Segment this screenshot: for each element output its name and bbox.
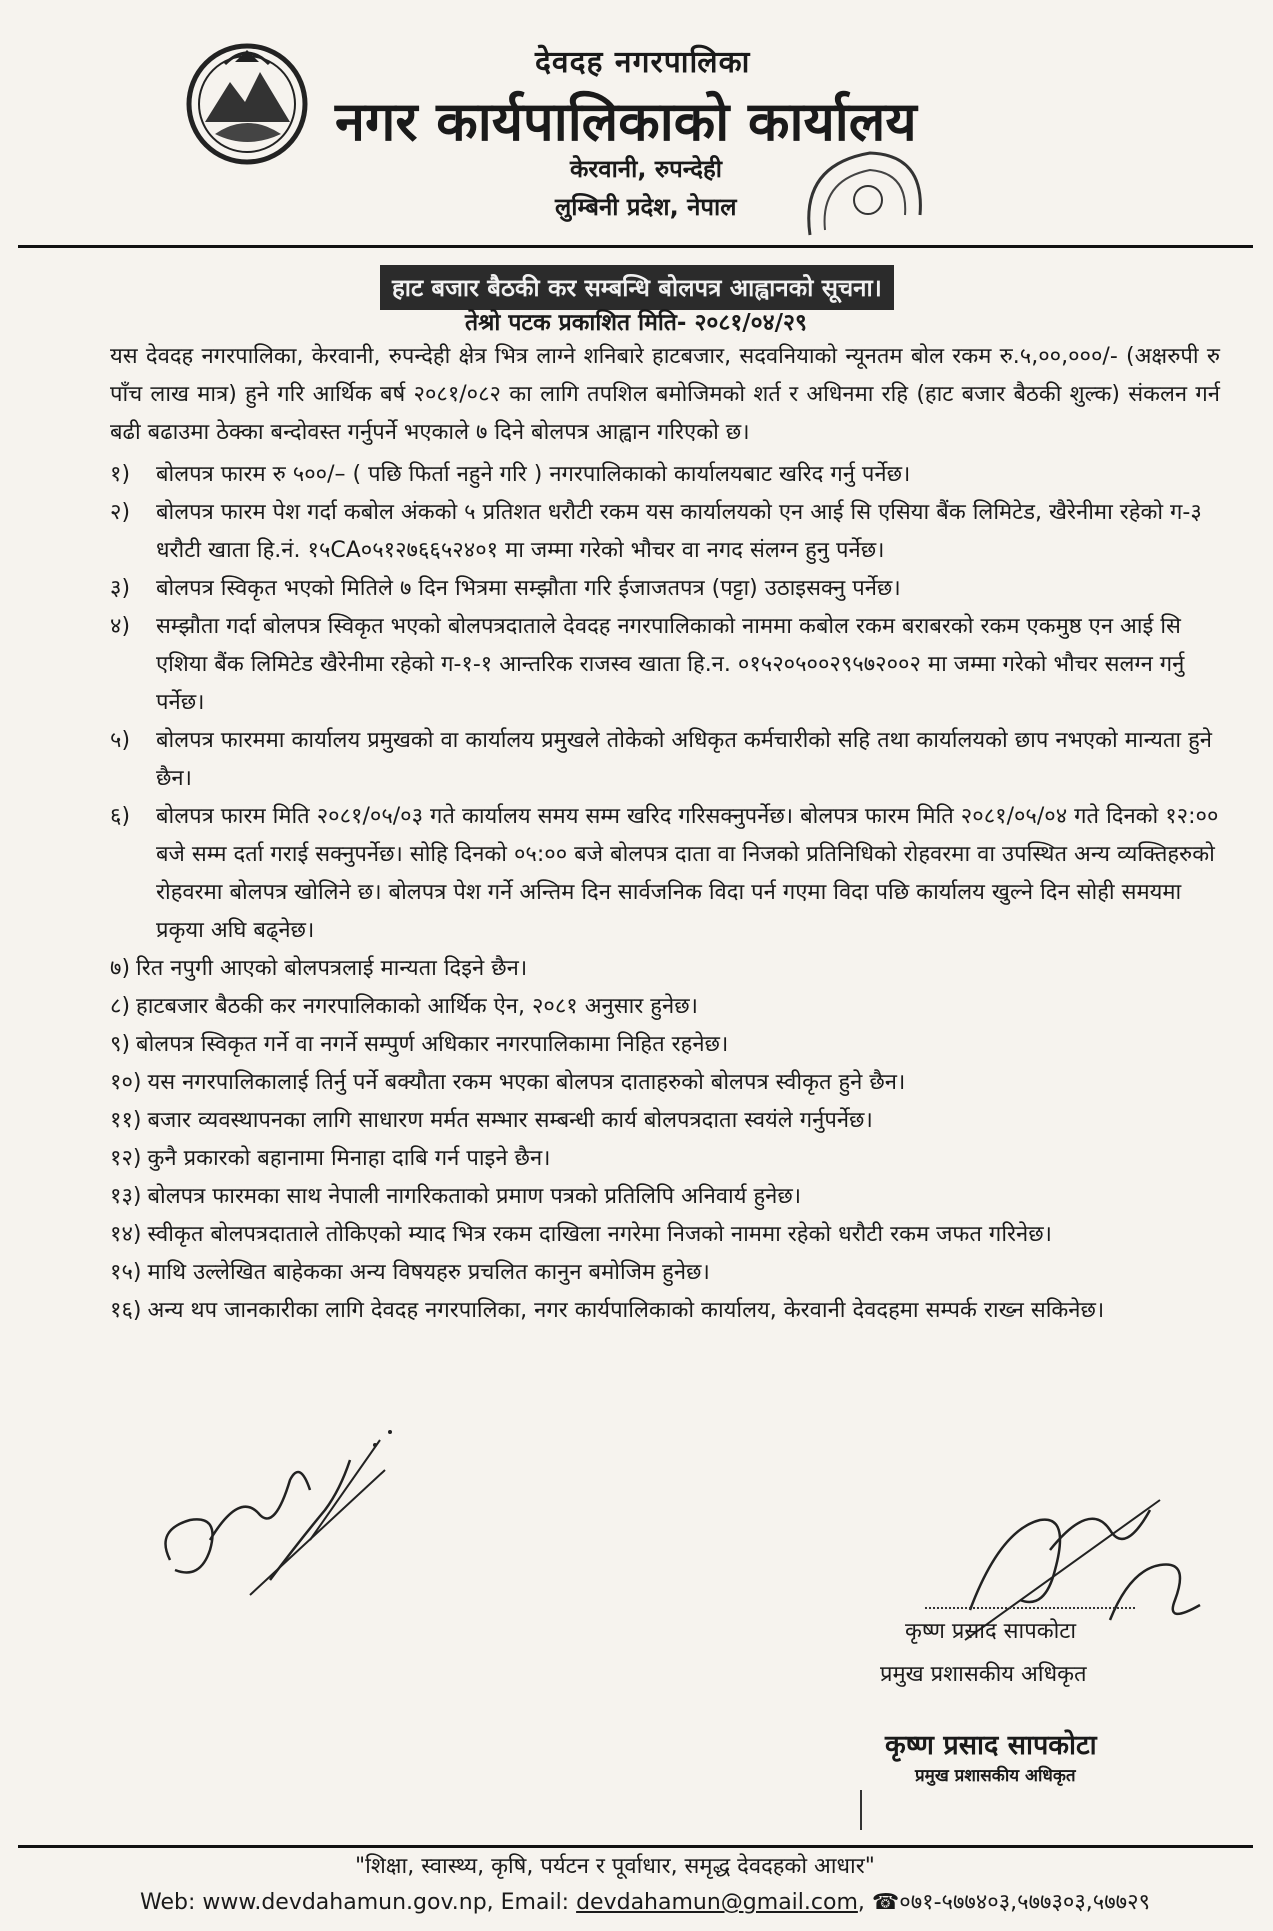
clause-text: स्वीकृत बोलपत्रदाताले तोकिएको म्याद भित्र रकम दाखिला नगरेमा निजको नाममा रहेको धरौटी रकम जफत गरिनेछ। bbox=[147, 1222, 1052, 1247]
signatory-title-stamp: प्रमुख प्रशासकीय अधिकृत bbox=[915, 1766, 1076, 1786]
clause-item bbox=[110, 950, 1220, 988]
clause-text: बोलपत्र स्विकृत गर्ने वा नगर्ने सम्पुर्ण अधिकार नगरपालिकामा निहित रहनेछ। bbox=[136, 1032, 729, 1057]
clause-item bbox=[110, 722, 1220, 798]
clause-text: बोलपत्र फारममा कार्यालय प्रमुखको वा कार्यालय प्रमुखले तोकेको अधिकृत कर्मचारीको सहि तथा कार्यालयको छाप नभएको मान्यता हुने छैन। bbox=[156, 728, 1212, 791]
clause-text: बजार व्यवस्थापनका लागि साधारण मर्मत सम्भार सम्बन्धी कार्य बोलपत्रदाता स्वयंले गर्नुपर्नेछ। bbox=[147, 1108, 873, 1133]
clause-number: ८) bbox=[110, 994, 131, 1019]
clause-number: १) bbox=[110, 462, 131, 487]
clause-item bbox=[110, 1178, 1220, 1216]
clause-number: १६) bbox=[110, 1298, 142, 1323]
clause-text: सम्झौता गर्दा बोलपत्र स्विकृत भएको बोलपत्रदाताले देवदह नगरपालिकाको नाममा कबोल रकम बराबरको रकम एकमुष्ठ एन आई सि एशिया बैंक लिमिटेड खैरेनीमा रहेको ग-१-१ आन्तरिक राजस्व खाता हि.न. ०१५२०५००२९५७२००२ मा जम्मा गरेको भौचर सलग्न गर्नु पर्नेछ। bbox=[156, 614, 1185, 715]
notice-body bbox=[110, 338, 1220, 1330]
header-divider bbox=[18, 245, 1253, 248]
footer-phone: , ☎०७१-५७७४०३,५७७३०३,५७७२९ bbox=[857, 1890, 1151, 1915]
office-title: नगर कार्यपालिकाको कार्यालय bbox=[335, 90, 917, 153]
clause-text: बोलपत्र फारम पेश गर्दा कबोल अंकको ५ प्रतिशत धरौटी रकम यस कार्यालयको एन आई सि एसिया बैंक लिमिटेड, खैरेनीमा रहेको ग-३ धरौटी खाता हि.नं. १५CA०५१२७६६५२४०१ मा जम्मा गरेको भौचर वा नगद संलग्न हुनु पर्नेछ। bbox=[156, 500, 1202, 563]
left-signature bbox=[150, 1420, 410, 1600]
clause-number: ११) bbox=[110, 1108, 142, 1133]
signatory-title-handwritten: प्रमुख प्रशासकीय अधिकृत bbox=[880, 1662, 1087, 1687]
clause-number: १२) bbox=[110, 1146, 142, 1171]
published-date: तेश्रो पटक प्रकाशित मिति- २०८१/०४/२९ bbox=[465, 310, 807, 336]
clause-number: ६) bbox=[110, 804, 131, 829]
clause-number: १४) bbox=[110, 1222, 142, 1247]
footer-email-link[interactable]: devdahamun@gmail.com bbox=[576, 1890, 858, 1915]
clause-item bbox=[110, 1216, 1220, 1254]
footer-contact bbox=[140, 1886, 1150, 1916]
clause-number: ३) bbox=[110, 576, 131, 601]
clause-text: हाटबजार बैठकी कर नगरपालिकाको आर्थिक ऐन, २०८१ अनुसार हुनेछ। bbox=[136, 994, 698, 1019]
clause-text: बोलपत्र फारम रु ५००/– ( पछि फिर्ता नहुने गरि ) नगरपालिकाको कार्यालयबाट खरिद गर्नु पर्नेछ। bbox=[156, 462, 911, 487]
clause-text: कुनै प्रकारको बहानामा मिनाहा दाबि गर्न पाइने छैन। bbox=[147, 1146, 551, 1171]
clause-text: बोलपत्र स्विकृत भएको मितिले ७ दिन भित्रमा सम्झौता गरि ईजाजतपत्र (पट्टा) उठाइसक्नु पर्नेछ। bbox=[156, 576, 901, 601]
clause-item bbox=[110, 570, 1220, 608]
clause-number: १३) bbox=[110, 1184, 142, 1209]
clause-text: बोलपत्र फारम मिति २०८१/०५/०३ गते कार्यालय समय सम्म खरिद गरिसक्नुपर्नेछ। बोलपत्र फारम मिति २०८१/०५/०४ गते दिनको १२:०० बजे सम्म दर्ता गराई सक्नुपर्नेछ। सोहि दिनको ०५:०० बजे बोलपत्र दाता वा निजको प्रतिनिधिको रोहवरमा वा उपस्थित अन्य व्यक्तिहरुको रोहवरमा बोलपत्र खोलिने छ। बोलपत्र पेश गर्ने अन्तिम दिन सार्वजनिक विदा पर्न गएमा विदा पछि कार्यालय खुल्ने दिन सोही समयमा प्रकृया अघि बढ्नेछ। bbox=[156, 804, 1219, 943]
footer-web: Web: www.devdahamun.gov.np, Email: bbox=[140, 1890, 577, 1915]
clause-item bbox=[110, 608, 1220, 722]
footer-divider bbox=[18, 1845, 1253, 1848]
clause-text: माथि उल्लेखित बाहेकका अन्य विषयहरु प्रचलित कानुन बमोजिम हुनेछ। bbox=[147, 1260, 710, 1285]
clause-text: यस नगरपालिकालाई तिर्नु पर्ने बक्यौता रकम भएका बोलपत्र दाताहरुको बोलपत्र स्वीकृत हुने छैन। bbox=[147, 1070, 906, 1095]
notice-title: हाट बजार बैठकी कर सम्बन्धि बोलपत्र आह्वानको सूचना। bbox=[380, 265, 894, 310]
signatory-name-stamp: कृष्ण प्रसाद सापकोटा bbox=[885, 1730, 1097, 1761]
clause-number: १५) bbox=[110, 1260, 142, 1285]
clause-text: बोलपत्र फारमका साथ नेपाली नागरिकताको प्रमाण पत्रको प्रतिलिपि अनिवार्य हुनेछ। bbox=[147, 1184, 802, 1209]
clause-number: ५) bbox=[110, 728, 131, 753]
clause-number: ४) bbox=[110, 614, 131, 639]
clause-item bbox=[110, 1026, 1220, 1064]
footer-motto: "शिक्षा, स्वास्थ्य, कृषि, पर्यटन र पूर्वाधार, समृद्ध देवदहको आधार" bbox=[355, 1854, 875, 1879]
clause-text: रित नपुगी आएको बोलपत्रलाई मान्यता दिइने छैन। bbox=[136, 956, 528, 981]
signature-dotted-line bbox=[925, 1607, 1135, 1609]
office-seal-stamp bbox=[790, 145, 930, 245]
signatory-name-handwritten: कृष्ण प्रसाद सापकोटा bbox=[905, 1619, 1077, 1644]
address-line-1: केरवानी, रुपन्देही bbox=[570, 155, 722, 183]
clause-item bbox=[110, 1140, 1220, 1178]
municipality-name: देवदह नगरपालिका bbox=[535, 45, 751, 80]
nepal-emblem-logo bbox=[185, 42, 310, 167]
clause-number: २) bbox=[110, 500, 131, 525]
clause-text: अन्य थप जानकारीका लागि देवदह नगरपालिका, नगर कार्यपालिकाको कार्यालय, केरवानी देवदहमा सम्पर्क राख्न सकिनेछ। bbox=[147, 1298, 1105, 1323]
clause-item bbox=[110, 1292, 1220, 1330]
clause-item bbox=[110, 1102, 1220, 1140]
clause-item bbox=[110, 494, 1220, 570]
clause-number: १०) bbox=[110, 1070, 142, 1095]
clause-number: ७) bbox=[110, 956, 131, 981]
clause-item bbox=[110, 1064, 1220, 1102]
clause-number: ९) bbox=[110, 1032, 131, 1057]
clause-item bbox=[110, 1254, 1220, 1292]
clause-item bbox=[110, 456, 1220, 494]
clause-item bbox=[110, 988, 1220, 1026]
clause-list bbox=[110, 456, 1220, 1330]
clause-item bbox=[110, 798, 1220, 950]
pen-mark bbox=[860, 1790, 862, 1830]
notice-intro: यस देवदह नगरपालिका, केरवानी, रुपन्देही क्षेत्र भित्र लाग्ने शनिबारे हाटबजार, सदवनियाको न्यूनतम बोल रकम रु.५,००,०००/- (अक्षरुपी रु पाँच लाख मात्र) हुने गरि आर्थिक बर्ष २०८१/०८२ का लागि तपशिल बमोजिमको शर्त र अधिनमा रहि (हाट बजार बैठकी शुल्क) संकलन गर्न बढी बढाउमा ठेक्का बन्दोवस्त गर्नुपर्ने भएकाले ७ दिने बोलपत्र आह्वान गरिएको छ। bbox=[110, 344, 1220, 445]
address-line-2: लुम्बिनी प्रदेश, नेपाल bbox=[555, 193, 737, 221]
